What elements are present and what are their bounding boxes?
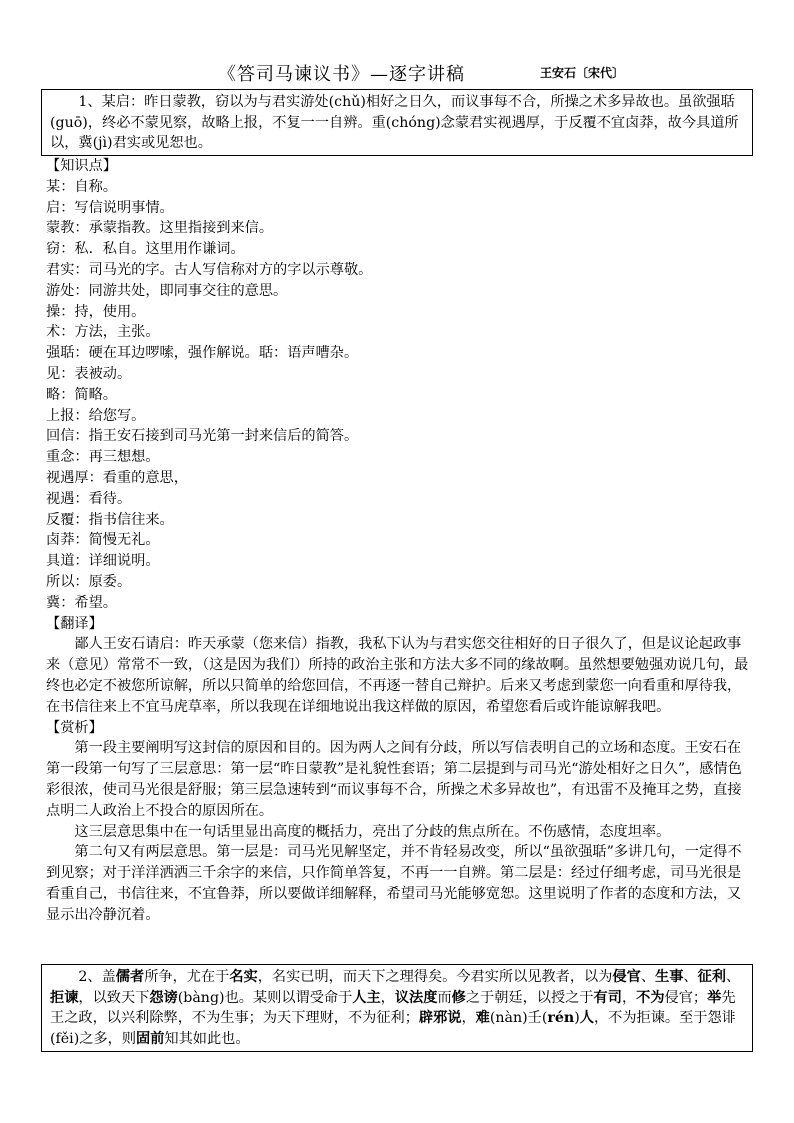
key-term: 不为 — [636, 989, 665, 1006]
key-term: 议法度 — [394, 989, 438, 1006]
translation-text: 鄙人王安石请启：昨天承蒙（您来信）指教，我私下认为与君实您交往相好的日子很久了，但是议论起政事来（意见）常常不一致，（这是因为我们）所持的政治主张和方法大多不同的缘故啊。虽然想要勉强劝说几句，最终也必定不被您所谅解，所以只简单的给您回信，不再逐一替自己辩护。后来又考虑到蒙您一向看重和厚待我，在书信往来上不宜马虎草率，所以我现在详细地说出我这样做的原因，希望您看后或许能谅解我吧。 — [46, 636, 749, 715]
key-term: 有司 — [593, 989, 622, 1006]
knowledge-item: 强聒：硬在耳边啰嗦，强作解说。聒：语声嘈杂。 — [46, 345, 359, 362]
knowledge-item: 所以：原委。 — [46, 573, 132, 590]
knowledge-item: 反覆：指书信往来。 — [46, 511, 174, 528]
key-term: 生事 — [655, 969, 684, 985]
knowledge-item: 具道：详细说明。 — [46, 553, 160, 570]
knowledge-item: 君实：司马光的字。古人写信称对方的字以示尊敬。 — [46, 261, 373, 278]
knowledge-item: 术：方法，主张。 — [46, 324, 160, 341]
key-term: 辟邪说 — [418, 1010, 462, 1026]
knowledge-item: 窃：私．私自。这里用作谦词。 — [46, 241, 245, 258]
appreciation-paragraph: 第二句又有两层意思。第一层是：司马光见解坚定，并不肯轻易改变，所以“虽欲强聒”多讲几句，一定得不到见察；对于洋洋洒洒三千余字的来信，只作简单答复，不再一一自辨。第二层是：经过仔细考虑，司马光很是看重自己，书信往来，不宜鲁莽，所以要做详细解释，希望司马光能够宽恕。这里说明了作者的态度和方法，又显示出冷静沉着。 — [46, 844, 742, 923]
knowledge-item: 启：写信说明事情。 — [46, 199, 174, 216]
knowledge-item: 见：表被动。 — [46, 365, 132, 382]
passage-text-segment: (bàng)也。某则以谓受命于 — [177, 989, 353, 1006]
key-term: 儒者 — [115, 969, 145, 985]
passage-text-segment: (nàn)壬( — [489, 1010, 548, 1026]
knowledge-item: 卤莽：简慢无礼。 — [46, 532, 160, 549]
passage-text-segment: ， — [380, 989, 395, 1006]
passage-text-segment: 、 — [683, 969, 698, 985]
key-term: 固前 — [136, 1030, 165, 1047]
appreciation-paragraph: 第一段主要阐明写这封信的原因和目的。因为两人之间有分歧，所以写信表明自己的立场和态度。王安石在第一段第一句写了三层意思：第一层“昨日蒙教”是礼貌性套语；第二层提到与司马光“游处相好之日久”，感情色彩很浓，使司马光很是舒服；第三层急速转到“而议事每不合，所操之术多异故也”，有迅雷不及掩耳之势，直接点明二人政治上不投合的原因所在。 — [46, 740, 742, 819]
knowledge-item: 蒙教：承蒙指教。这里指接到来信。 — [46, 220, 274, 237]
knowledge-item: 操：持，使用。 — [46, 303, 146, 320]
key-term: 怨谤 — [149, 989, 178, 1006]
key-term: 名实 — [229, 969, 258, 985]
knowledge-item: 视遇：看待。 — [46, 490, 132, 507]
key-term: 举 — [707, 989, 722, 1006]
knowledge-item: 冀：希望。 — [46, 594, 117, 611]
appreciation-heading: 【赏析】 — [46, 719, 103, 736]
passage-text-segment: ，不为拒谏。至于怨诽(fěi)之多，则 — [50, 1010, 736, 1047]
passage-text-segment: 所争，尤在于 — [144, 969, 230, 985]
knowledge-list — [46, 177, 752, 614]
key-term: 修 — [451, 989, 466, 1006]
key-term: 人主 — [352, 989, 381, 1006]
passage-1-text: 1、某启：昨日蒙教，窃以为与君实游处(chǔ)相好之日久，而议事每不合，所操之术多异故也。虽欲强聒(guō)，终必不蒙见察，故略上报，不复一一自辨。重(chóng)念蒙君实视遇厚，于反覆不宜卤莽，故今具道所以，冀(jì)君实或见恕也。 — [50, 94, 739, 151]
passage-text-segment: ) — [574, 1010, 580, 1026]
document-author: 王安石〔宋代〕 — [540, 66, 625, 80]
notes-section — [46, 156, 752, 925]
title-row — [0, 60, 794, 84]
knowledge-item: 游处：同游共处，即同事交往的意思。 — [46, 282, 288, 299]
document-title: 《答司马谏议书》—逐字讲稿 — [218, 64, 465, 85]
knowledge-item: 略：简略。 — [46, 386, 117, 403]
passage-text-segment: 而 — [437, 989, 452, 1006]
key-term: 侵官 — [612, 969, 641, 985]
passage-text-segment: 先王之政，以兴利除弊，不为生事；为天下理财，不为征利； — [50, 989, 736, 1026]
key-term: rén — [547, 1010, 575, 1026]
key-term: 拒谏 — [50, 989, 79, 1006]
passage-text-segment: 知其如此也。 — [164, 1030, 250, 1047]
passage-text-segment: ，以致天下 — [78, 989, 150, 1006]
appreciation-paragraph: 这三层意思集中在一句话里显出高度的概括力，亮出了分歧的焦点所在。不伤感情，态度坦率。 — [74, 823, 671, 840]
passage-text-segment: ， — [461, 1010, 476, 1026]
passage-2-box — [41, 964, 753, 1052]
passage-1-box — [41, 89, 753, 156]
passage-text-segment: 2、盖 — [78, 969, 116, 985]
translation-heading: 【翻译】 — [46, 615, 103, 632]
key-term: 难 — [475, 1010, 490, 1026]
passage-text-segment: 、 — [726, 969, 741, 985]
knowledge-item: 某：自称。 — [46, 178, 117, 195]
passage-2-text — [50, 967, 742, 1049]
passage-text-segment: 、 — [640, 969, 656, 985]
key-term: 人 — [579, 1010, 594, 1026]
knowledge-heading: 【知识点】 — [46, 158, 117, 174]
knowledge-item: 上报：给您写。 — [46, 407, 146, 424]
knowledge-item: 回信：指王安石接到司马光第一封来信后的简答。 — [46, 428, 359, 445]
passage-text-segment: 侵官； — [664, 989, 708, 1006]
knowledge-item: 重念：再三想想。 — [46, 449, 160, 466]
knowledge-item: 视遇厚：看重的意思， — [46, 469, 188, 486]
key-term: 征利 — [697, 969, 726, 985]
passage-text-segment: 之于朝廷，以授之于 — [465, 989, 594, 1006]
passage-text-segment: ，名实已明，而天下之理得矣。今君实所以见教者，以为 — [257, 969, 613, 985]
passage-text-segment: ， — [621, 989, 637, 1006]
